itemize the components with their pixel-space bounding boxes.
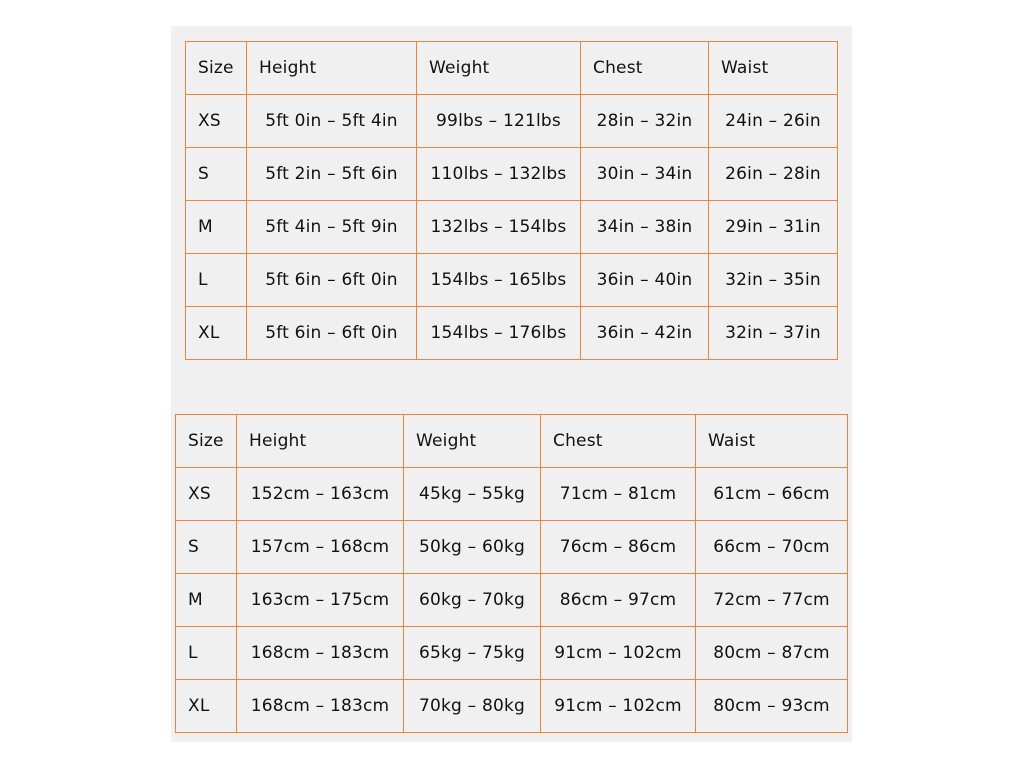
table-row [176,468,848,521]
size-cell: L [176,627,237,680]
size-cell: L [186,254,247,307]
height-cell: 5ft 4in – 5ft 9in [247,201,417,254]
table-row [176,627,848,680]
waist-cell: 26in – 28in [709,148,838,201]
table-row [186,148,838,201]
weight-cell: 50kg – 60kg [404,521,541,574]
header-height: Height [247,42,417,95]
weight-cell: 60kg – 70kg [404,574,541,627]
height-cell: 157cm – 168cm [237,521,404,574]
waist-cell: 24in – 26in [709,95,838,148]
table-row [186,254,838,307]
size-cell: XL [176,680,237,733]
header-waist: Waist [709,42,838,95]
size-cell: XS [176,468,237,521]
waist-cell: 29in – 31in [709,201,838,254]
table-row [186,201,838,254]
header-waist: Waist [696,415,848,468]
height-cell: 5ft 6in – 6ft 0in [247,307,417,360]
table-row [186,307,838,360]
header-weight: Weight [404,415,541,468]
size-chart-imperial-table [185,41,838,360]
waist-cell: 80cm – 87cm [696,627,848,680]
chest-cell: 30in – 34in [581,148,709,201]
waist-cell: 80cm – 93cm [696,680,848,733]
chest-cell: 76cm – 86cm [541,521,696,574]
weight-cell: 154lbs – 165lbs [417,254,581,307]
weight-cell: 154lbs – 176lbs [417,307,581,360]
height-cell: 5ft 6in – 6ft 0in [247,254,417,307]
header-size: Size [176,415,237,468]
weight-cell: 110lbs – 132lbs [417,148,581,201]
height-cell: 152cm – 163cm [237,468,404,521]
header-weight: Weight [417,42,581,95]
waist-cell: 32in – 37in [709,307,838,360]
waist-cell: 72cm – 77cm [696,574,848,627]
waist-cell: 61cm – 66cm [696,468,848,521]
height-cell: 163cm – 175cm [237,574,404,627]
table-header-row [176,415,848,468]
table-row [176,521,848,574]
chest-cell: 36in – 42in [581,307,709,360]
waist-cell: 66cm – 70cm [696,521,848,574]
size-cell: M [186,201,247,254]
chest-cell: 91cm – 102cm [541,680,696,733]
chest-cell: 86cm – 97cm [541,574,696,627]
size-cell: S [176,521,237,574]
size-cell: XS [186,95,247,148]
chest-cell: 28in – 32in [581,95,709,148]
height-cell: 168cm – 183cm [237,627,404,680]
waist-cell: 32in – 35in [709,254,838,307]
header-size: Size [186,42,247,95]
size-cell: XL [186,307,247,360]
weight-cell: 99lbs – 121lbs [417,95,581,148]
height-cell: 5ft 0in – 5ft 4in [247,95,417,148]
height-cell: 5ft 2in – 5ft 6in [247,148,417,201]
weight-cell: 70kg – 80kg [404,680,541,733]
size-chart-metric-table [175,414,848,733]
height-cell: 168cm – 183cm [237,680,404,733]
header-chest: Chest [541,415,696,468]
header-height: Height [237,415,404,468]
header-chest: Chest [581,42,709,95]
table-row [176,680,848,733]
table-row [176,574,848,627]
size-cell: S [186,148,247,201]
table-row [186,95,838,148]
weight-cell: 65kg – 75kg [404,627,541,680]
chest-cell: 34in – 38in [581,201,709,254]
weight-cell: 132lbs – 154lbs [417,201,581,254]
chest-cell: 36in – 40in [581,254,709,307]
chest-cell: 71cm – 81cm [541,468,696,521]
table-header-row [186,42,838,95]
chest-cell: 91cm – 102cm [541,627,696,680]
size-cell: M [176,574,237,627]
weight-cell: 45kg – 55kg [404,468,541,521]
